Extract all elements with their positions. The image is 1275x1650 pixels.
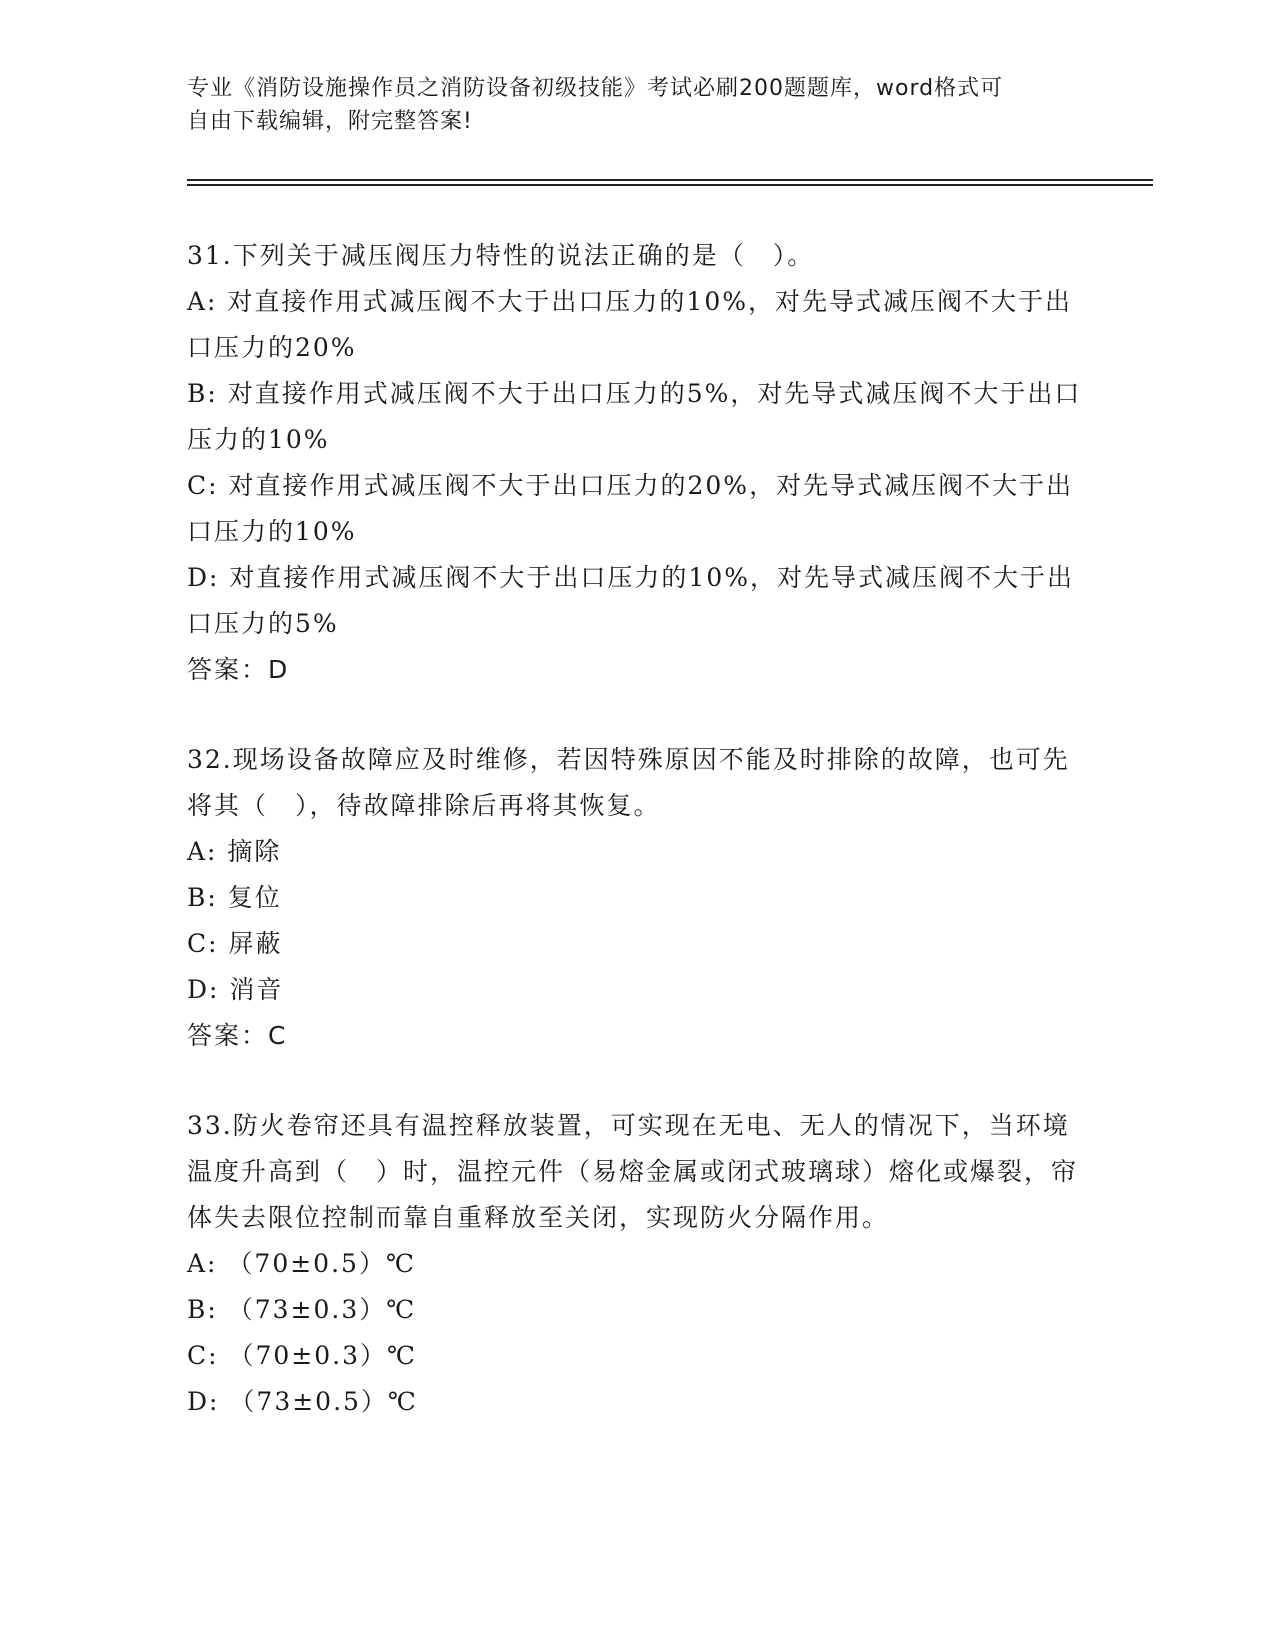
answer-line: 答案：D [187,655,290,684]
option-d: D: 对直接作用式减压阀不大于出口压力的10%，对先导式减压阀不大于出口压力的5% [187,563,1074,638]
question-33 [187,1103,1087,1425]
document-header [187,72,1087,138]
header-divider-top [187,179,1153,181]
header-title-line-1: 专业《消防设施操作员之消防设备初级技能》考试必刷200题题库，word格式可 [187,76,1004,101]
question-31 [187,233,1087,693]
option-a: A: 对直接作用式减压阀不大于出口压力的10%，对先导式减压阀不大于出口压力的20% [187,287,1072,362]
option-b: B: 对直接作用式减压阀不大于出口压力的5%，对先导式减压阀不大于出口压力的10% [187,379,1082,454]
option-d: D: 消音 [187,975,284,1004]
question-stem: 32.现场设备故障应及时维修，若因特殊原因不能及时排除的故障，也可先将其（ ），待故障排除后再将其恢复。 [187,745,1070,820]
option-a: A: （70±0.5）℃ [187,1249,416,1278]
question-list [187,233,1087,1469]
answer-line: 答案：C [187,1021,288,1050]
option-b: B: 复位 [187,883,282,912]
option-c: C: 对直接作用式减压阀不大于出口压力的20%，对先导式减压阀不大于出口压力的10% [187,471,1074,546]
header-divider-bottom [187,184,1153,186]
option-d: D: （73±0.5）℃ [187,1387,418,1416]
question-stem: 33.防火卷帘还具有温控释放装置，可实现在无电、无人的情况下，当环境温度升高到（ ）时，温控元件（易熔金属或闭式玻璃球）熔化或爆裂，帘体失去限位控制而靠自重释放至关闭，实现防火分隔作用。 [187,1111,1079,1232]
header-title-line-2: 自由下载编辑，附完整答案! [187,109,473,134]
option-c: C: 屏蔽 [187,929,283,958]
question-stem: 31.下列关于减压阀压力特性的说法正确的是（ ）。 [187,241,815,270]
question-32 [187,737,1087,1059]
option-b: B: （73±0.3）℃ [187,1295,417,1324]
option-a: A: 摘除 [187,837,282,866]
option-c: C: （70±0.3）℃ [187,1341,417,1370]
